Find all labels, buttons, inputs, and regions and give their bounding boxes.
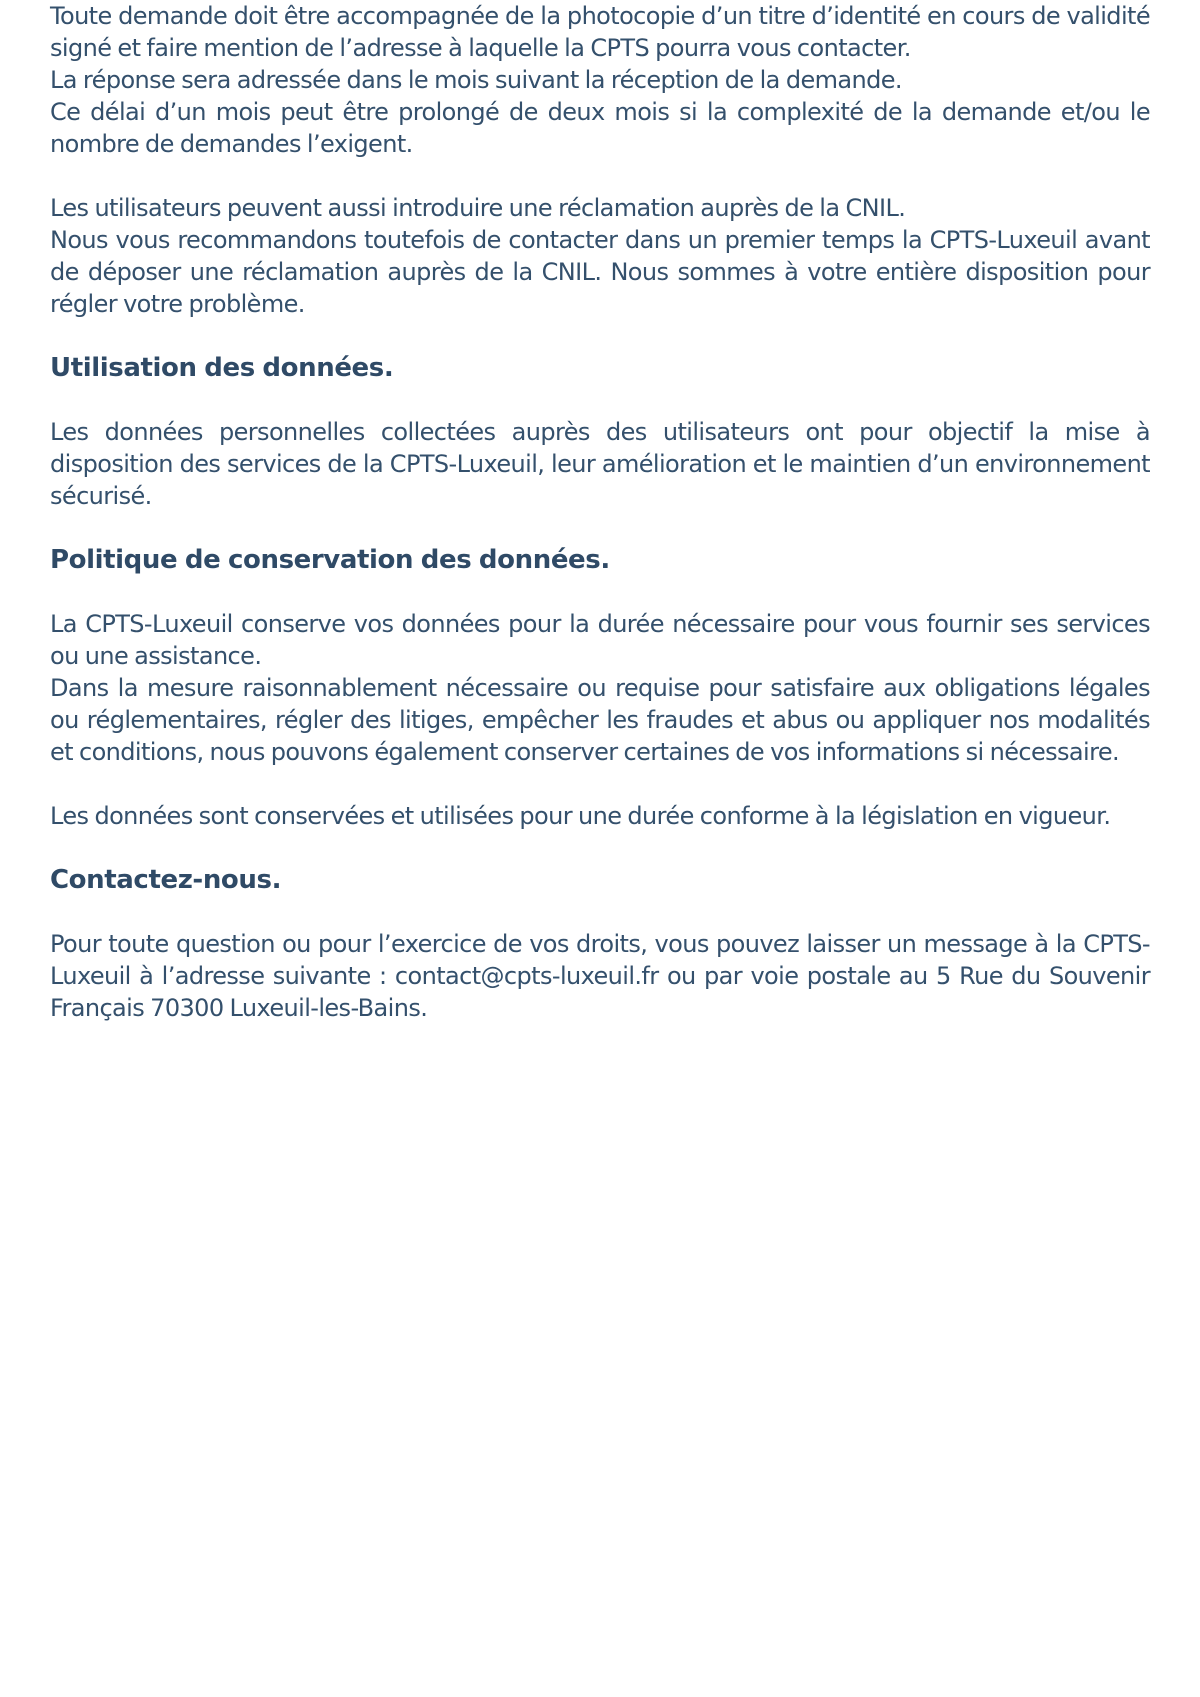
document-page [50, 0, 1150, 1056]
complaint-text-2: Nous vous recommandons toutefois de contacter dans un premier temps la CPTS-Luxeuil avant de déposer une réclamation auprès de la CNIL. Nous sommes à votre entière disposition pour régler votre problème. [50, 226, 1150, 318]
retention-paragraph [50, 608, 1150, 768]
data-use-text-1: Les données personnelles collectées auprès des utilisateurs ont pour objectif la mise à disposition des services de la CPTS-Luxeuil, leur amélioration et le maintien d’un environnement sécurisé. [50, 418, 1150, 510]
retention-text-1: La CPTS-Luxeuil conserve vos données pour la durée nécessaire pour vous fournir ses services ou une assistance. [50, 610, 1150, 670]
data-use-heading: Utilisation des données. [50, 353, 394, 383]
retention-heading: Politique de conservation des données. [50, 545, 610, 575]
contact-text-1: Pour toute question ou pour l’exercice de vos droits, vous pouvez laisser un message à la CPTS-Luxeuil à l’adresse suivante : contact@cpts-luxeuil.fr ou par voie postale au 5 Rue du Souvenir Français 70300 Luxeuil-les-Bains. [50, 930, 1150, 1022]
retention-legal-paragraph [50, 800, 1150, 832]
data-use-paragraph [50, 416, 1150, 512]
complaint-text-1: Les utilisateurs peuvent aussi introduire une réclamation auprès de la CNIL. [50, 194, 906, 222]
rights-request-paragraph [50, 0, 1150, 160]
retention-legal-text-1: Les données sont conservées et utilisées pour une durée conforme à la législation en vigueur. [50, 802, 1111, 830]
complaint-paragraph [50, 192, 1150, 320]
retention-text-2: Dans la mesure raisonnablement nécessaire ou requise pour satisfaire aux obligations légales ou réglementaires, régler des litiges, empêcher les fraudes et abus ou appliquer nos modalités et conditions, nous pouvons également conserver certaines de vos informations si nécessaire. [50, 674, 1150, 766]
rights-request-text-2: La réponse sera adressée dans le mois suivant la réception de la demande. [50, 66, 902, 94]
rights-request-text-3: Ce délai d’un mois peut être prolongé de deux mois si la complexité de la demande et/ou le nombre de demandes l’exigent. [50, 98, 1150, 158]
contact-heading: Contactez-nous. [50, 865, 282, 895]
rights-request-text-1: Toute demande doit être accompagnée de la photocopie d’un titre d’identité en cours de validité signé et faire mention de l’adresse à laquelle la CPTS pourra vous contacter. [50, 2, 1150, 62]
contact-paragraph [50, 928, 1150, 1024]
